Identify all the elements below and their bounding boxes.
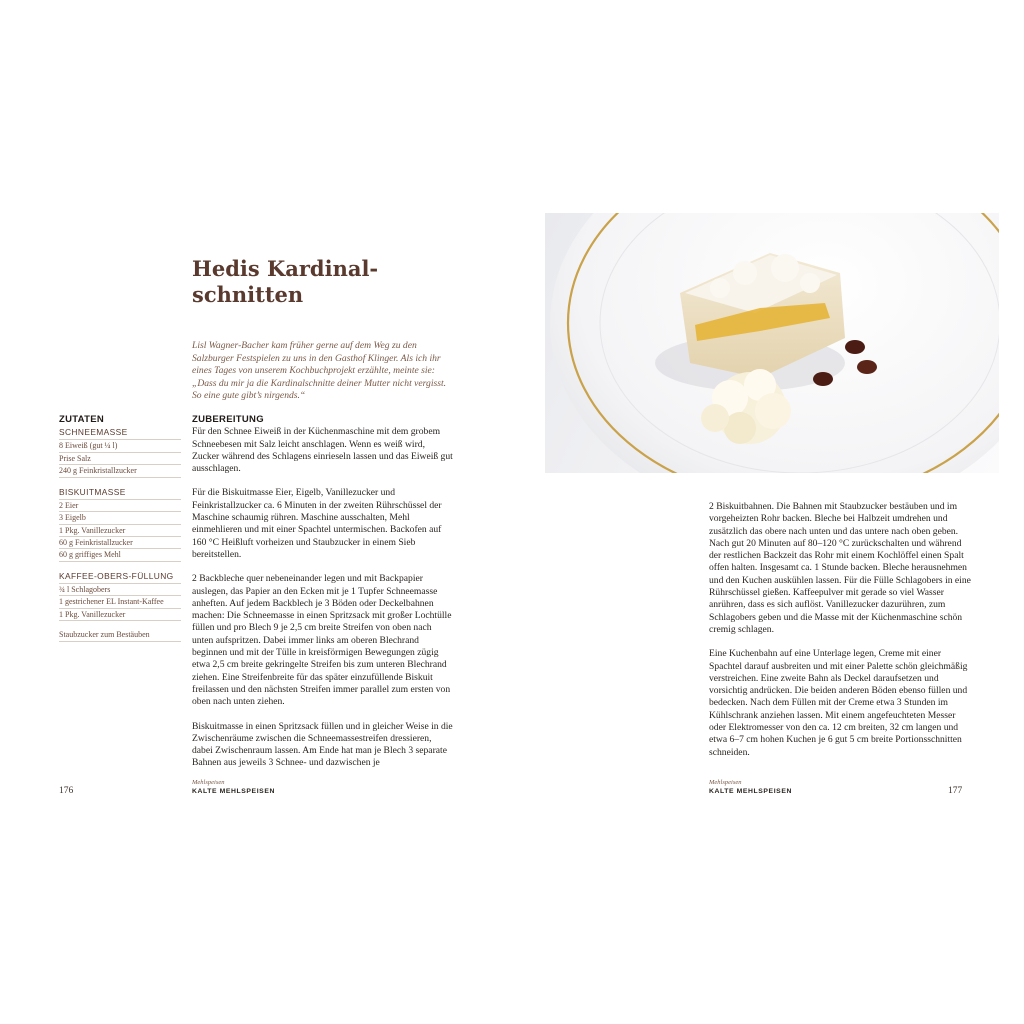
page-number-left: 176 bbox=[59, 786, 74, 796]
ingredient-item: Prise Salz bbox=[59, 453, 181, 465]
footer-left-label bbox=[192, 779, 275, 796]
recipe-title-line-2: schnitten bbox=[192, 282, 304, 307]
cake-photo-icon bbox=[545, 213, 999, 473]
ingredient-item: 2 Eier bbox=[59, 500, 181, 512]
ingredient-item: ¾ l Schlagobers bbox=[59, 584, 181, 596]
ingredient-item: 60 g griffiges Mehl bbox=[59, 549, 181, 561]
ingredients-section-schneemasse bbox=[59, 426, 181, 477]
footer-right-label bbox=[709, 779, 792, 796]
ingredient-item: 240 g Feinkristallzucker bbox=[59, 465, 181, 477]
recipe-title-line-1: Hedis Kardinal- bbox=[192, 256, 379, 281]
preparation-paragraph: 2 Biskuitbahnen. Die Bahnen mit Staubzucker bestäuben und im vorgeheizten Rohr backen. Bleche bei Halbzeit umdrehen und zusätzlich das obere nach unten und das untere nach oben geben. Nach gut 20 Minuten auf 80–120 °C zurückschalten und während der restlichen Backzeit das Rohr mit einem Kochlöffel einen Spalt offen halten. Insgesamt ca. 1 Stunde backen. Bleche herausnehmen und den Kuchen auskühlen lassen. Für die Fülle Schlagobers in eine Rührschüssel gießen. Kaffeepulver mit gerade so viel Wasser anrühren, dass es sich auflöst. Vanillezucker dazurühren, zum Schlagobers geben und die Masse mit der Küchenmaschine schön cremig schlagen. bbox=[709, 501, 971, 635]
footer-category: KALTE MEHLSPEISEN bbox=[709, 788, 792, 795]
ingredient-item: 1 Pkg. Vanillezucker bbox=[59, 525, 181, 537]
ingredient-item: 3 Eigelb bbox=[59, 512, 181, 524]
ingredient-item: 60 g Feinkristallzucker bbox=[59, 537, 181, 549]
ingredients-section-title: SCHNEEMASSE bbox=[59, 426, 181, 440]
ingredients-sidebar bbox=[59, 414, 181, 642]
ingredient-item: 1 gestrichener EL Instant-Kaffee bbox=[59, 596, 181, 608]
footer-chapter: Mehlspeisen bbox=[192, 779, 225, 786]
ingredient-item: 8 Eiweiß (gut ¼ l) bbox=[59, 440, 181, 452]
ingredient-item: 1 Pkg. Vanillezucker bbox=[59, 609, 181, 621]
preparation-paragraph: Eine Kuchenbahn auf eine Unterlage legen, Creme mit einer Spachtel darauf ausbreiten und mit einer Palette schön gleichmäßig verstreichen. Eine zweite Bahn als Deckel daraufsetzen und vorsichtig andrücken. Die beiden anderen Böden ebenso füllen und bedecken. Nach dem Füllen mit der Creme etwa 3 Stunden im Kühlschrank anziehen lassen. Mit einem angefeuchteten Messer oder Elektromesser von den ca. 12 cm breiten, 32 cm langen und etwa 6–7 cm hohen Kuchen je 6 gut 5 cm breite Portionsschnitten schneiden. bbox=[709, 648, 968, 758]
preparation-right bbox=[709, 501, 971, 771]
ingredients-section-kaffee-obers bbox=[59, 570, 181, 621]
preparation-left bbox=[192, 414, 454, 782]
ingredients-section-title: BISKUITMASSE bbox=[59, 486, 181, 500]
preparation-paragraph: 2 Backbleche quer nebeneinander legen und mit Backpapier auslegen, das Papier an den Ecken mit je 1 Tupfer Schneemasse anheften. Auf jedem Backblech je 3 Böden oder Deckelbahnen machen: Die Schneemasse in einen Spritzsack mit großer Lochtülle füllen und pro Blech 9 je 2,5 cm breite Streifen von oben nach unten aufspritzen. Dabei immer links am oberen Blechrand beginnen und mit der Tülle in kreisförmigen Bewegungen zügig etwa 2,5 cm breite gekringelte Streifen bis zum unteren Blechrand ziehen. Eine Streifenbreite für das später einzufüllende Biskuit freilassen und den nächsten Streifen immer parallel zum ersten von oben nach unten ziehen. bbox=[192, 573, 452, 708]
recipe-intro: Lisl Wagner-Bacher kam früher gerne auf dem Weg zu den Salzburger Festspielen zu uns in den Gasthof Klinger. Als ich ihr eines Tages von unserem Kochbuchprojekt erzählte, meinte sie: „Dass du mir ja die Kardinalschnitte deiner Mutter nicht vergisst. So eine gute gibt’s nirgends.“ bbox=[192, 340, 447, 402]
page-number-right: 177 bbox=[948, 786, 963, 796]
footer-chapter: Mehlspeisen bbox=[709, 779, 742, 786]
ingredients-heading: ZUTATEN bbox=[59, 414, 105, 425]
recipe-title bbox=[192, 256, 452, 308]
ingredients-garnish: Staubzucker zum Bestäuben bbox=[59, 629, 181, 642]
cake-photo-svg bbox=[545, 213, 999, 473]
preparation-paragraph: Für die Biskuitmasse Eier, Eigelb, Vanillezucker und Feinkristallzucker ca. 6 Minuten in der zweiten Rührschüssel der Maschine schaumig rühren. Maschine ausschalten, Mehl einmehlieren und mit einer Spachtel untermischen. Backofen auf 160 °C Heißluft vorheizen und Staubzucker in einem Sieb bereitstellen. bbox=[192, 487, 442, 560]
preparation-heading: ZUBEREITUNG bbox=[192, 414, 264, 425]
preparation-paragraph: Biskuitmasse in einen Spritzsack füllen und in gleicher Weise in die Zwischenräume zwischen die Schneemassestreifen dressieren, dabei Zwischenraum lassen. Am Ende hat man je Blech 3 separate Bahnen aus jeweils 3 Schnee- und dazwischen je bbox=[192, 720, 453, 769]
ingredients-section-title: KAFFEE-OBERS-FÜLLUNG bbox=[59, 570, 181, 584]
footer-category: KALTE MEHLSPEISEN bbox=[192, 788, 275, 795]
preparation-paragraph: Für den Schnee Eiweiß in der Küchenmaschine mit dem grobem Schneebesen mit Salz leicht anschlagen. Wenn es weiß wird, Zucker während des Schlagens einrieseln lassen und das Eiweiß gut ausschlagen. bbox=[192, 426, 453, 475]
ingredients-section-biskuitmasse bbox=[59, 486, 181, 562]
